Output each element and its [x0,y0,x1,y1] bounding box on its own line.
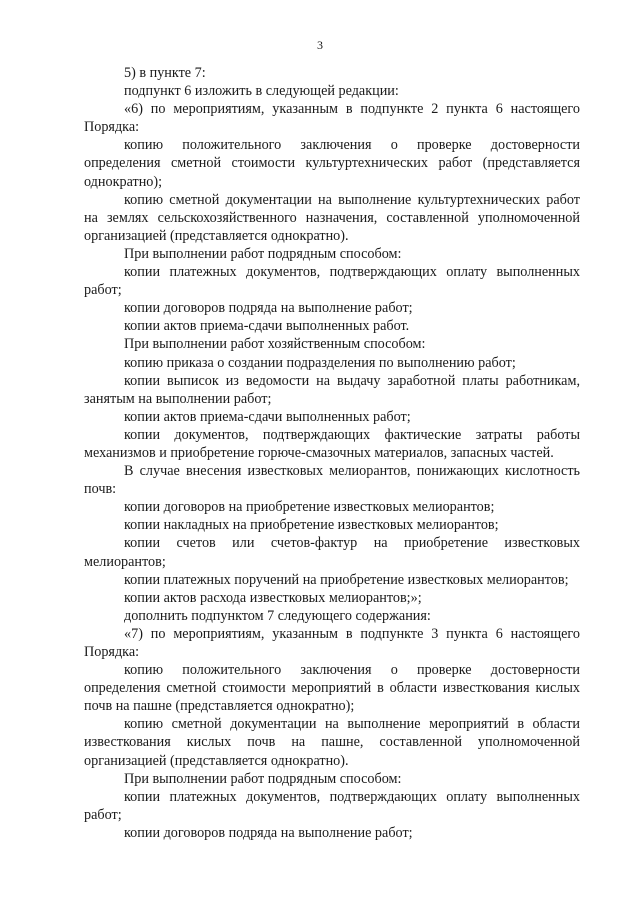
paragraph: копии актов расхода известковых мелиорантов;»; [124,589,422,606]
paragraph: копии договоров подряда на выполнение работ; [124,824,413,841]
paragraph: копии платежных поручений на приобретение известковых мелиорантов; [124,571,569,588]
paragraph: копии актов приема-сдачи выполненных работ; [124,408,411,425]
paragraph: При выполнении работ подрядным способом: [124,245,402,262]
paragraph: «7) по мероприятиям, указанным в подпункте 3 пункта 6 настоящего Порядка: [84,625,580,660]
paragraph: При выполнении работ хозяйственным способом: [124,336,426,353]
paragraph: копию сметной документации на выполнение культуртехнических работ на землях сельскохозяйственного назначения, составленной уполномоченной организацией (представляется однократно). [84,191,580,244]
paragraph: При выполнении работ подрядным способом: [124,770,402,787]
paragraph: копии платежных документов, подтверждающих оплату выполненных работ; [84,788,580,823]
paragraph: копию приказа о создании подразделения по выполнению работ; [124,354,516,371]
paragraph: В случае внесения известковых мелиорантов, понижающих кислотность почв: [84,463,580,498]
paragraph: копию положительного заключения о проверке достоверности определения сметной стоимости мероприятий в области известкования кислых почв на пашне (представляется однократно); [84,662,580,715]
page-number: 3 [317,38,323,52]
paragraph: подпункт 6 изложить в следующей редакции: [124,83,399,100]
paragraph: копию сметной документации на выполнение мероприятий в области известкования кислых почв на пашне, составленной уполномоченной организацией (представляется однократно). [84,716,580,769]
paragraph: копии актов приема-сдачи выполненных работ. [124,318,410,335]
paragraph: копии договоров на приобретение известковых мелиорантов; [124,499,495,516]
paragraph: копии договоров подряда на выполнение работ; [124,300,413,317]
paragraph: копии счетов или счетов-фактур на приобретение известковых мелиорантов; [84,535,580,570]
document-body [84,64,580,842]
paragraph: дополнить подпунктом 7 следующего содержания: [124,607,431,624]
paragraph: копию положительного заключения о проверке достоверности определения сметной стоимости культуртехнических работ (представляется однократно); [84,137,580,190]
paragraph: «6) по мероприятиям, указанным в подпункте 2 пункта 6 настоящего Порядка: [84,101,580,136]
paragraph: копии документов, подтверждающих фактические затраты работы механизмов и приобретение горюче-смазочных материалов, запасных частей. [84,426,580,461]
paragraph: копии выписок из ведомости на выдачу заработной платы работникам, занятым на выполнении работ; [84,372,580,407]
paragraph: 5) в пункте 7: [124,65,206,81]
paragraph: копии накладных на приобретение известковых мелиорантов; [124,517,499,534]
paragraph: копии платежных документов, подтверждающих оплату выполненных работ; [84,264,580,299]
